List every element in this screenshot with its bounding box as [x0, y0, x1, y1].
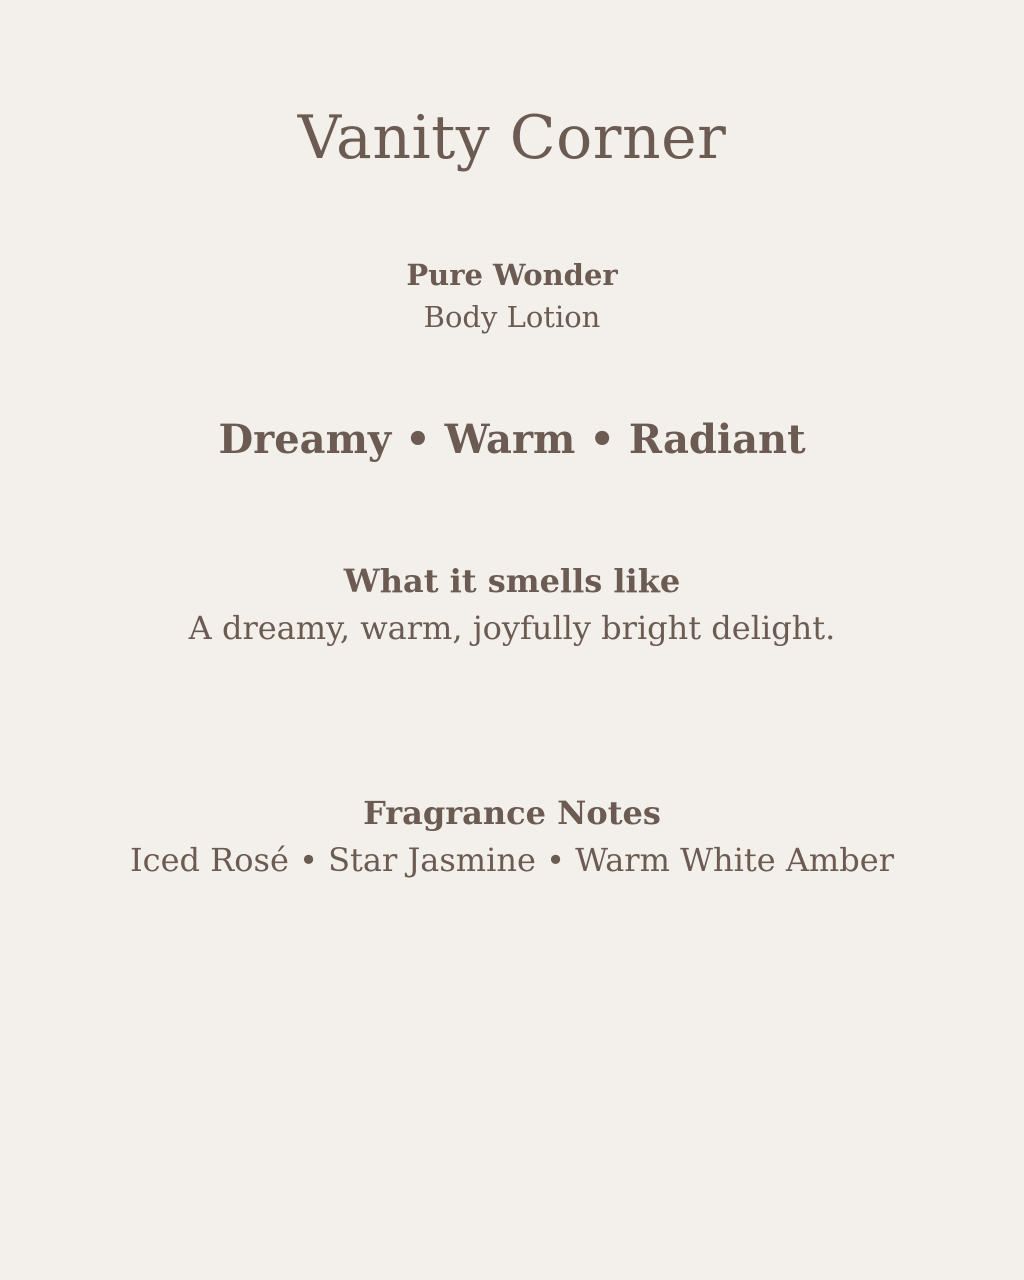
smell-description: A dreamy, warm, joyfully bright delight.	[188, 609, 836, 647]
separator: •	[299, 841, 318, 879]
fragrance-note: Warm White Amber	[575, 841, 894, 879]
fragrance-note: Iced Rosé	[130, 841, 289, 879]
mood-item: Warm	[444, 416, 576, 463]
product-type: Body Lotion	[423, 300, 601, 334]
brand-title: Vanity Corner	[297, 103, 727, 173]
mood-item: Radiant	[628, 416, 806, 463]
separator: •	[546, 841, 565, 879]
fragrance-note: Star Jasmine	[328, 841, 536, 879]
separator: •	[405, 416, 431, 463]
separator: •	[589, 416, 615, 463]
fragrance-notes-heading: Fragrance Notes	[363, 794, 661, 832]
fragrance-notes-list	[0, 839, 1024, 881]
smell-heading: What it smells like	[343, 562, 681, 600]
mood-list	[0, 414, 1024, 466]
mood-item: Dreamy	[218, 416, 392, 463]
product-name: Pure Wonder	[406, 258, 618, 292]
